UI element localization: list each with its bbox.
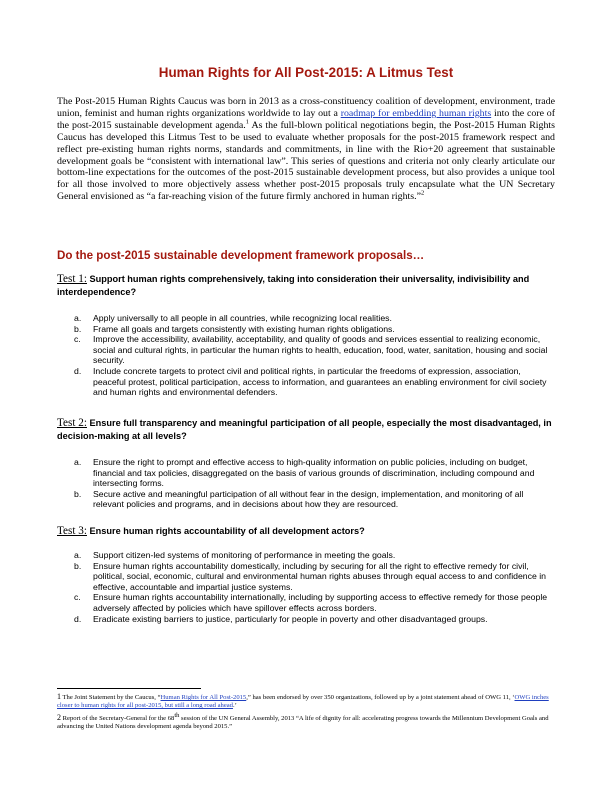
footnote-superscript: th [174,711,180,719]
test-2-criteria-list [0,457,555,510]
list-item-text: Improve the accessibility, availability, acceptability, and quality of goods and services essential to realizing economic, social and cultural rights, in particular the human rights to health, education, food, water, sanitation, housing and social security. [93,334,548,366]
list-item [0,366,555,398]
test-1-question [57,273,555,300]
footnote-ref-1[interactable]: 1 [245,118,250,126]
list-item [0,561,555,593]
list-item [0,334,555,366]
list-item-text: Include concrete targets to protect civil and political rights, in particular the freedoms of expression, association, peaceful protest, political participation, access to information, and guarantees an enabling environment for civil society and human rights and environmental defenders. [93,365,547,398]
intro-text: The Post-2015 Human Rights Caucus was born in 2013 as a cross-constituency coalition of development, environment, trade union, feminist and human rights organizations worldwide to lay out a [57,96,555,119]
list-marker: c. [74,334,81,345]
footnote-text: Report of the Secretary-General for the 68 [61,715,175,722]
test-3-criteria-list [0,550,555,624]
intro-paragraph [57,96,555,203]
test-3-text: Ensure human rights accountability of all development actors? [89,526,365,536]
list-item [0,313,555,324]
footnote-divider [57,688,201,689]
intro-text-cont: into the core of the post-2015 sustainable development agenda. [57,107,555,131]
footnote-text: The Joint Statement by the Caucus, “ [61,694,161,701]
page-title: Human Rights for All Post-2015: A Litmus Test [158,65,454,80]
list-item [0,489,555,510]
test-2-text: Ensure full transparency and meaningful participation of all people, especially the most disadvantaged, in decision-making at all levels? [57,418,552,442]
list-item [0,457,555,489]
list-item-text: Ensure human rights accountability internationally, including by supporting access to effective remedy for those people adversely affected by policies which have spillover effects across borders. [93,592,548,613]
list-item-text: Eradicate existing barriers to justice, particularly for people in poverty and other disadvantaged groups. [93,613,488,624]
list-item-text: Frame all goals and targets consistently with existing human rights obligations. [93,323,395,334]
list-item-text: Ensure human rights accountability domestically, including by securing for all the right to effective remedy for civil, political, social, economic, cultural and environmental human rights abuses through equal access to and confidence in effective, accountable and impartial justice systems. [93,560,546,592]
test-3-label: Test 3: [57,525,87,537]
footnote-number: 2 [57,713,61,722]
list-marker: a. [74,457,82,467]
footnote-text: .’ [232,702,237,710]
list-item [0,324,555,335]
footnote-1 [57,693,555,711]
roadmap-link[interactable]: roadmap for embedding human rights [340,107,492,119]
test-3-question [57,525,555,538]
list-marker: c. [74,592,81,603]
list-item-text: Apply universally to all people in all countries, while recognizing local realities. [93,313,392,323]
section-heading: Do the post-2015 sustainable development framework proposals… [57,249,425,262]
test-1-label: Test 1: [57,273,87,285]
footnote-number: 1 [57,692,61,701]
list-marker: a. [74,550,82,560]
list-item [0,550,555,561]
test-2-label: Test 2: [57,417,87,429]
footnote-text: ,” has been endorsed by over 350 organizations, followed up by a joint statement ahead of OWG 11, ‘ [246,694,515,701]
test-1-criteria-list [0,313,555,398]
footnote-text: session of the UN General Assembly, 2013 “A life of dignity for all: accelerating progress towards the Millennium Development Goals and advancing the United Nations development agenda beyond 2015.” [57,715,549,731]
intro-text-rest: As the full-blown political negotiations begin, the Post-2015 Human Rights Caucus has developed this Litmus Test to be used to evaluate whether proposals for the post-2015 framework respect and reflect pre-existing human rights norms, standards and commitments, in line with the Rio+20 agreement that sustainable development goals be “consistent with international law”. This series of questions and criteria not only clearly articulate our bottom-line expectations for the outcomes of the post-2015 sustainable development process, but also provides a unique tool for all those involved to more objectively assess whether post-2015 proposals truly encapsulate what the UN Secretary General envisioned as “a far-reaching vision of the future firmly anchored in human rights.” [57,119,555,203]
list-item [0,614,555,625]
list-marker: b. [74,323,82,334]
list-marker: d. [74,613,82,624]
list-marker: b. [74,560,82,571]
list-item-text: Ensure the right to prompt and effective access to high-quality information on public policies, including on budget, financial and tax policies, disaggregated on the basis of various grounds of discrimination, including compound and intersecting forms. [93,457,535,489]
list-marker: a. [74,313,82,323]
list-marker: b. [74,488,82,499]
list-item [0,592,555,613]
test-1-text: Support human rights comprehensively, taking into consideration their universality, indivisibility and interdependence? [57,274,530,298]
list-item-text: Support citizen-led systems of monitoring of performance in meeting the goals. [93,550,396,560]
list-marker: d. [74,365,82,376]
footnote-2 [57,711,555,732]
list-item-text: Secure active and meaningful participation of all without fear in the design, implementation, and monitoring of all relevant policies and programs, and in decisions about how they are resourced. [93,488,524,510]
test-2-question [57,417,555,444]
joint-statement-link[interactable]: Human Rights for All Post-2015 [160,694,247,701]
footnote-ref-2[interactable]: 2 [420,189,425,197]
owg-statement-link[interactable]: OWG inches closer to human rights for all post-2015, but still a long road ahead [57,694,549,710]
